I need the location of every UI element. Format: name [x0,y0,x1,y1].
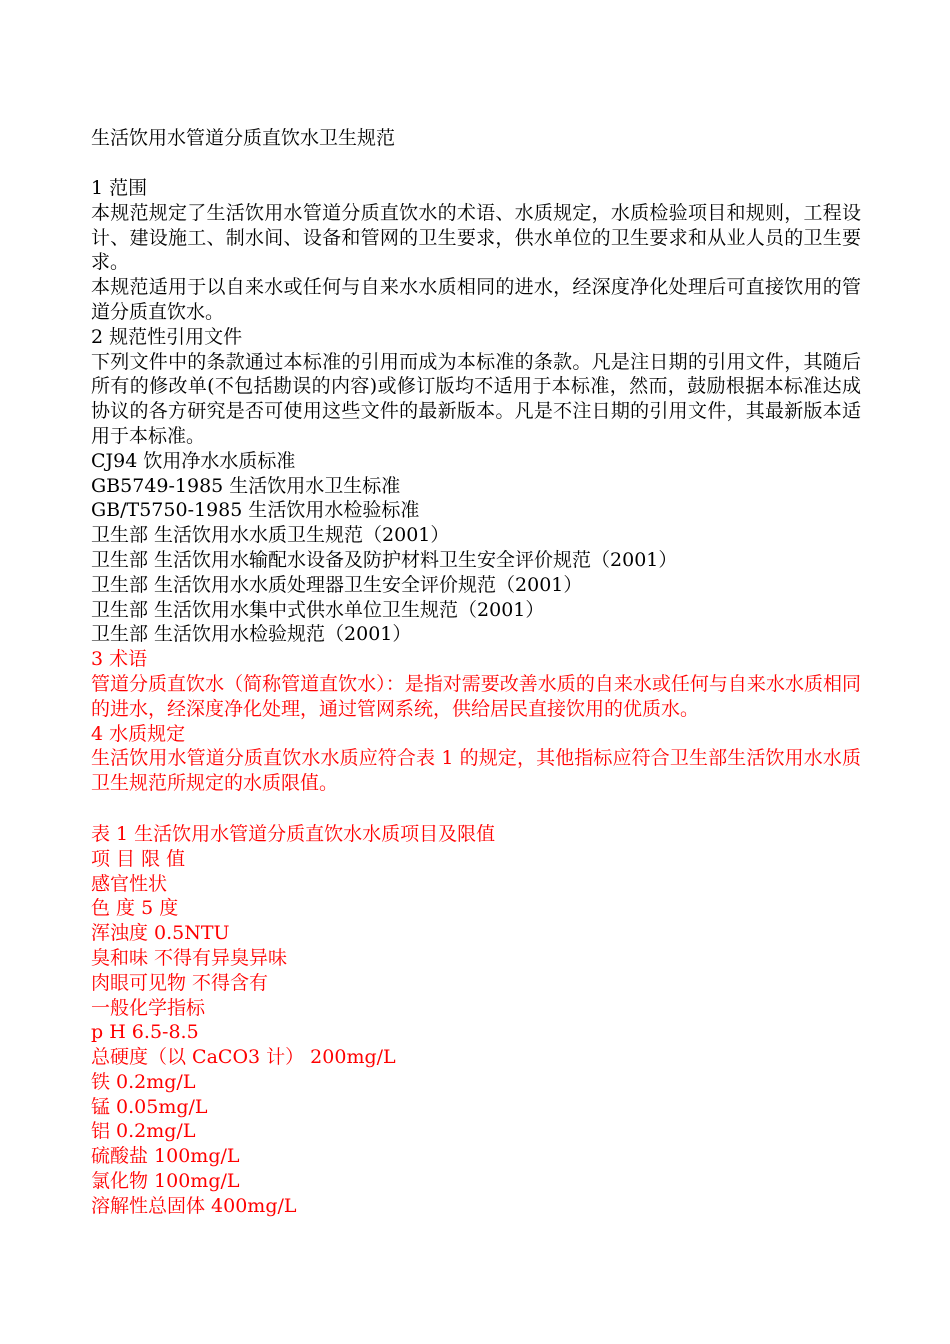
reference-item: 卫生部 生活饮用水输配水设备及防护材料卫生安全评价规范（2001） [91,548,678,571]
section-4-paragraph: 生活饮用水管道分质直饮水水质应符合表 1 的规定，其他指标应符合卫生部生活饮用水水质卫生规范所规定的水质限值。 [91,747,861,795]
reference-item: GB5749-1985 生活饮用水卫生标准 [91,474,401,497]
table-row: 溶解性总固体 400mg/L [91,1194,297,1217]
section-3-heading: 3 术语 [91,648,148,671]
table-row: 一般化学指标 [91,996,206,1019]
reference-item: CJ94 饮用净水水质标准 [91,449,296,472]
section-1-paragraph-2: 本规范适用于以自来水或任何与自来水水质相同的进水，经深度净化处理后可直接饮用的管道分质直饮水。 [91,276,861,323]
section-2-paragraph: 下列文件中的条款通过本标准的引用而成为本标准的条款。凡是注日期的引用文件，其随后所有的修改单(不包括勘误的内容)或修订版均不适用于本标准，然而，鼓励根据本标准达成协议的各方研究是否可使用这些文件的最新版本。凡是不注日期的引用文件，其最新版本适用于本标准。 [91,350,861,447]
table-row: 锰 0.05mg/L [91,1095,208,1118]
document-title: 生活饮用水管道分质直饮水卫生规范 [91,127,396,149]
section-1-heading: 1 范围 [91,177,148,199]
table-row: 铁 0.2mg/L [91,1070,196,1093]
section-2-heading: 2 规范性引用文件 [91,325,243,348]
table-row: 氯化物 100mg/L [91,1170,240,1193]
table-row: 铝 0.2mg/L [91,1120,196,1143]
table-row: 臭和味 不得有异臭异味 [91,946,288,969]
table-1-caption: 表 1 生活饮用水管道分质直饮水水质项目及限值 [91,822,496,845]
section-1-paragraph-1: 本规范规定了生活饮用水管道分质直饮水的术语、水质规定，水质检验项目和规则，工程设计、建设施工、制水间、设备和管网的卫生要求，供水单位的卫生要求和从业人员的卫生要求。 [91,201,861,274]
table-row: 浑浊度 0.5NTU [91,922,230,945]
table-row: p H 6.5-8.5 [91,1021,199,1044]
reference-item: 卫生部 生活饮用水集中式供水单位卫生规范（2001） [91,598,545,621]
table-row: 总硬度（以 CaCO3 计） 200mg/L [91,1046,396,1069]
section-4-heading: 4 水质规定 [91,722,186,745]
table-row: 色 度 5 度 [91,897,179,920]
table-row: 肉眼可见物 不得含有 [91,971,269,994]
table-row: 项 目 限 值 [91,847,186,870]
spacer [91,796,861,822]
reference-item: GB/T5750-1985 生活饮用水检验标准 [91,499,420,522]
reference-item: 卫生部 生活饮用水水质处理器卫生安全评价规范（2001） [91,573,583,596]
reference-item: 卫生部 生活饮用水水质卫生规范（2001） [91,524,450,547]
spacer [91,150,861,176]
section-3-paragraph: 管道分质直饮水（简称管道直饮水）：是指对需要改善水质的自来水或任何与自来水水质相同的进水，经深度净化处理，通过管网系统，供给居民直接饮用的优质水。 [91,672,861,720]
table-row: 感官性状 [91,872,168,895]
document-page [91,126,861,1219]
table-row: 硫酸盐 100mg/L [91,1145,240,1168]
reference-item: 卫生部 生活饮用水检验规范（2001） [91,623,412,646]
